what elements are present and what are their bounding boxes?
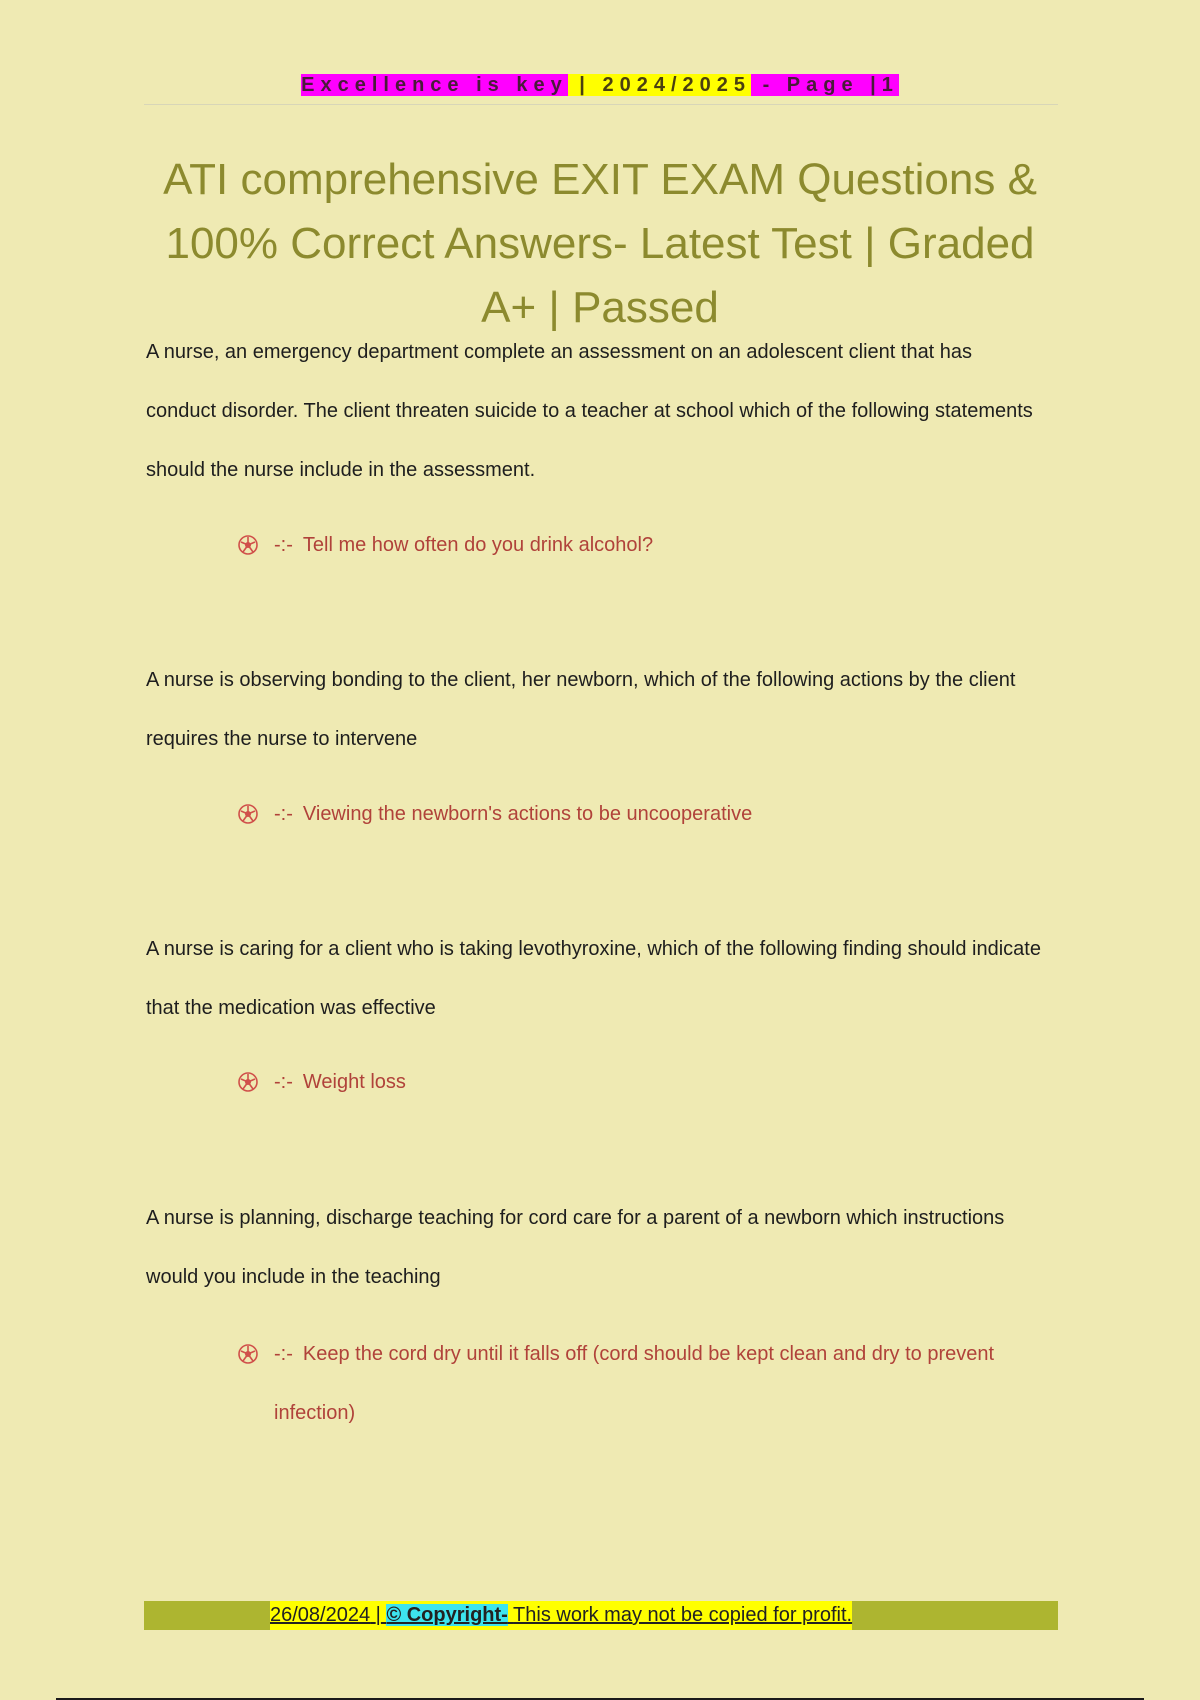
answer-2 bbox=[238, 785, 1074, 844]
footer-copyright: © Copyright- bbox=[386, 1604, 508, 1626]
footer-date: 26/08/2024 bbox=[270, 1604, 371, 1626]
page-header bbox=[0, 70, 1200, 100]
question-1: A nurse, an emergency department complete an assessment on an adolescent client that has conduct disorder. The client threaten suicide to a teacher at school which of the following statements should the nurse include in the assessment. bbox=[146, 341, 1033, 481]
document-title: ATI comprehensive EXIT EXAM Questions & 100% Correct Answers- Latest Test | Graded A+ | Passed bbox=[163, 155, 1037, 332]
answer-separator: -:- bbox=[274, 803, 293, 825]
answer-text: Viewing the newborn's actions to be uncooperative bbox=[302, 803, 753, 825]
question-4: A nurse is planning, discharge teaching for cord care for a parent of a newborn which instructions would you include in the teaching bbox=[146, 1207, 1005, 1288]
header-page-label: - Page | bbox=[751, 74, 882, 96]
flower-bullet-icon bbox=[238, 1072, 258, 1092]
header-year: 2024/2025 bbox=[602, 74, 751, 96]
header-motto: Excellence is key bbox=[301, 74, 568, 96]
footer-notice-text: This work may not be copied for profit. bbox=[513, 1604, 853, 1626]
footer-notice bbox=[270, 1601, 852, 1630]
answer-text: Keep the cord dry until it falls off (cord should be kept clean and dry to prevent infection) bbox=[274, 1343, 995, 1424]
question-2: A nurse is observing bonding to the client, her newborn, which of the following actions by the client requires the nurse to intervene bbox=[146, 669, 1016, 750]
answer-text: Tell me how often do you drink alcohol? bbox=[302, 534, 654, 556]
header-page-number: 1 bbox=[881, 74, 899, 96]
answer-separator: -:- bbox=[274, 1343, 293, 1365]
question-3: A nurse is caring for a client who is taking levothyroxine, which of the following finding should indicate that the medication was effective bbox=[146, 938, 1041, 1019]
header-divider bbox=[144, 104, 1058, 105]
answer-separator: -:- bbox=[274, 534, 293, 556]
footer-separator: | bbox=[375, 1604, 381, 1626]
answer-4 bbox=[238, 1325, 1074, 1443]
flower-bullet-icon bbox=[238, 804, 258, 824]
header-separator: | bbox=[568, 74, 603, 96]
answer-3 bbox=[238, 1053, 1074, 1112]
answer-text: Weight loss bbox=[302, 1071, 406, 1093]
answer-separator: -:- bbox=[274, 1071, 293, 1093]
flower-bullet-icon bbox=[238, 535, 258, 555]
answer-1 bbox=[238, 516, 1074, 575]
flower-bullet-icon bbox=[238, 1344, 258, 1364]
